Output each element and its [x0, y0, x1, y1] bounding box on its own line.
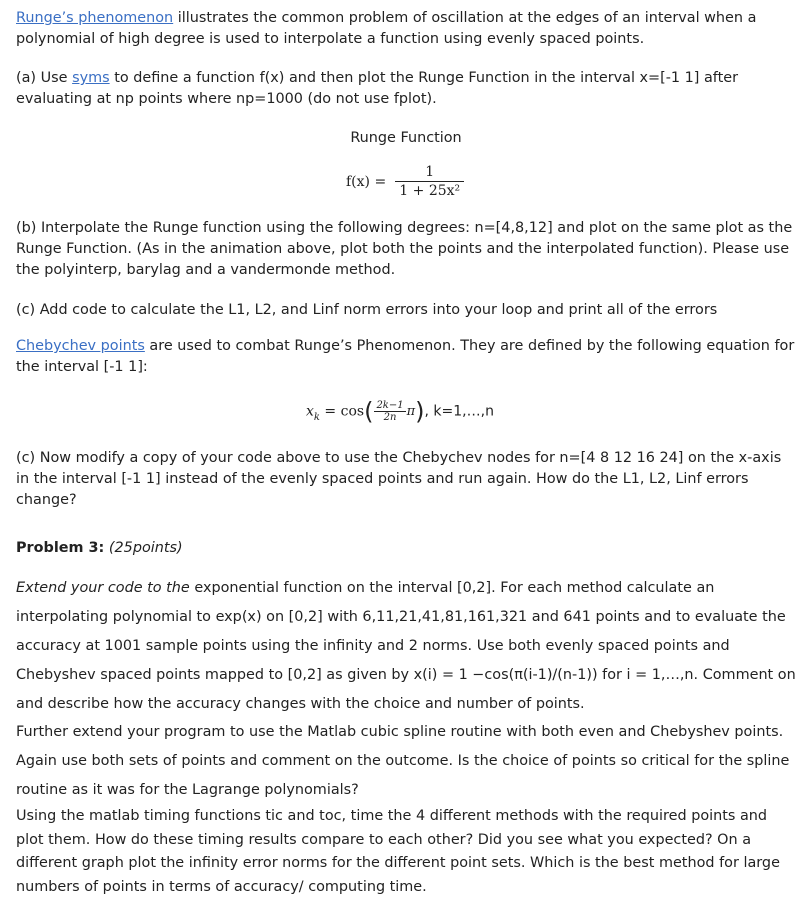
chebychev-text: are used to combat Runge’s Phenomenon. They are defined by the following equation for the interval [-1 1]:: [16, 338, 795, 375]
problem3-title: Problem 3:: [16, 540, 105, 556]
runge-phenomenon-link[interactable]: Runge’s phenomenon: [16, 10, 174, 26]
problem3-para3: Using the matlab timing functions tic and toc, time the 4 different methods with the required points and plot them. How do these timing results compare to each other? Did you see what you expected? On a different graph plot the infinity error norms for the different point sets. Which is the best method for large numbers of points in terms of accuracy/ computing time.: [16, 808, 780, 895]
problem3-para2: Further extend your program to use the Matlab cubic spline routine with both even and Chebyshev points. Again use both sets of points and comment on the outcome. Is the choice of points so critical for the spline routine as it was for the Lagrange polynomials?: [16, 724, 790, 798]
problem3-paragraph-1: [16, 574, 796, 719]
part-c1-text: (c) Add code to calculate the L1, L2, and Linf norm errors into your loop and print all of the errors: [16, 302, 718, 318]
part-a-paragraph: [16, 68, 796, 110]
part-c2-text: (c) Now modify a copy of your code above to use the Chebychev nodes for n=[4 8 12 16 24] on the x-axis in the interval [-1 1] instead of the evenly spaced points and run again. How do the L1, L2, Linf errors change?: [16, 450, 782, 508]
problem3-points: (25points): [104, 540, 183, 556]
cheb-tail: , k=1,…,n: [424, 403, 494, 420]
intro-text: illustrates the common problem of oscillation at the edges of an interval when a polynomial of high degree is used to interpolate a function using evenly spaced points.: [16, 10, 757, 47]
runge-fraction: [395, 164, 464, 200]
part-c2-paragraph: [16, 448, 796, 511]
chebychev-formula: [306, 397, 606, 426]
runge-title-text: Runge Function: [350, 130, 462, 146]
chebychev-points-link[interactable]: Chebychev points: [16, 338, 145, 354]
cheb-sub: k: [313, 412, 320, 424]
cheb-numerator: 2k−1: [376, 400, 404, 411]
cheb-lhs: x: [306, 403, 314, 420]
part-b-text: (b) Interpolate the Runge function using the following degrees: n=[4,8,12] and plot on the same plot as the Runge Function. (As in the animation above, plot both the points and the interpolated function). Please use the polyinterp, barylag and a vandermonde method.: [16, 220, 793, 278]
part-c1-paragraph: [16, 300, 796, 321]
part-a-prefix: (a) Use: [16, 70, 73, 86]
part-b-paragraph: [16, 218, 796, 281]
cheb-close-paren: ): [415, 397, 425, 426]
problem3-paragraph-3: [16, 805, 796, 899]
chebychev-paragraph: [16, 336, 796, 378]
runge-numerator: 1: [395, 164, 464, 182]
problem3-paragraph-2: [16, 718, 796, 805]
problem3-para1: exponential function on the interval [0,2]. For each method calculate an interpolating polynomial to exp(x) on [0,2] with 6,11,21,41,81,161,321 and 641 points and to evaluate the accuracy at 1001 sample points using the infinity and 2 norms. Use both evenly spaced points and Chebyshev spaced points mapped to [0,2] as given by x(i) = 1 −cos(π(i-1)/(n-1)) for i = 1,…,n. Comment on and describe how the accuracy changes with the choice and number of points.: [16, 580, 796, 712]
cheb-eq: = cos: [319, 403, 365, 420]
intro-paragraph: [16, 8, 796, 50]
part-a-text: to define a function f(x) and then plot the Runge Function in the interval x=[-1 1] after evaluating at np points where np=1000 (do not use fplot).: [16, 70, 739, 107]
problem3-lead: Extend your code to the: [16, 580, 190, 596]
cheb-fraction: [374, 400, 405, 423]
cheb-pi: π: [406, 404, 416, 419]
cheb-denominator: 2n: [383, 412, 397, 423]
runge-denominator: 1 + 25x²: [399, 183, 461, 199]
runge-function-title: [16, 128, 796, 149]
runge-formula: [346, 164, 646, 200]
runge-lhs: f(x) =: [346, 174, 387, 190]
problem3-heading: [16, 538, 796, 559]
cheb-open-paren: (: [364, 397, 374, 426]
syms-link[interactable]: syms: [72, 70, 110, 86]
